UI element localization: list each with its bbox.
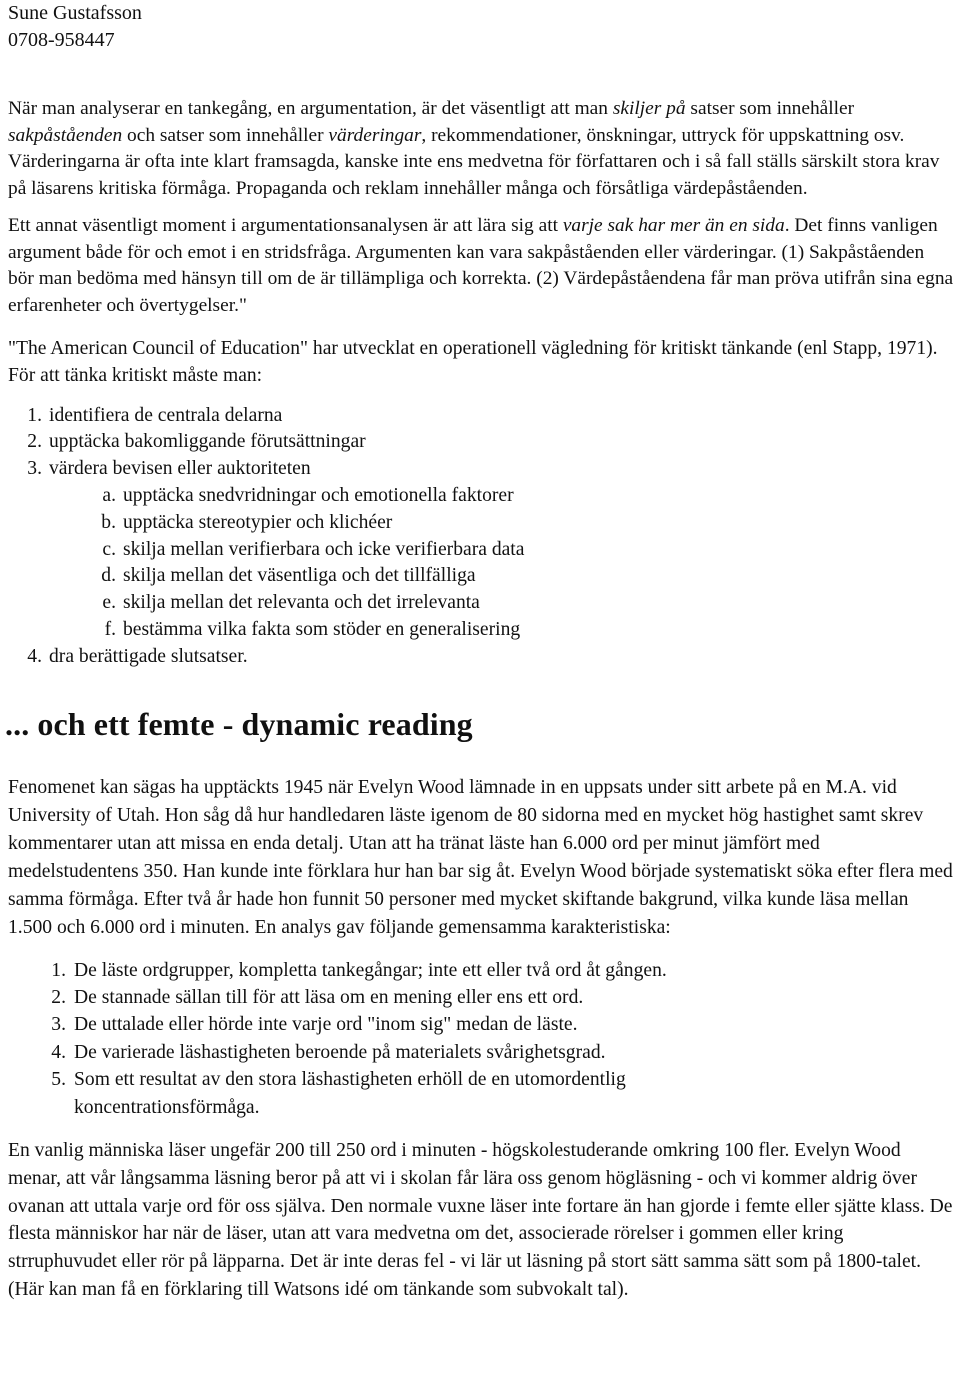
list-marker: 4. xyxy=(51,1041,66,1063)
paragraph-evelyn-wood: Fenomenet kan sägas ha upptäckts 1945 när Evelyn Wood lämnade in en uppsats under sitt arbete på en M.A. vid University of Utah. Hon såg då hur handledaren läste igenom de 80 sidorna med en mycket hög hastighet samt skrev kommentarer utan att missa en enda detalj. Utan att ha tränat läste han 6.000 ord per minut jämfört med medelstudentens 350. Han kunde inte förklara hur han bar sig åt. Evelyn Wood började systematiskt söka efter flera med samma förmåga. Efter två år hade hon funnit 50 personer med mycket skiftande bakgrund, vilka kunde läsa mellan 1.500 och 6.000 ord i minuten. En analys gav följande gemensamma karakteristiska: xyxy=(8,776,953,938)
list-item xyxy=(8,456,954,483)
list-marker: 1. xyxy=(27,404,42,426)
author-block xyxy=(8,0,954,54)
paragraph-american-council: "The American Council of Education" har utvecklat en operationell vägledning för kritiskt tänkande (enl Stapp, 1971). För att tänka kritiskt måste man: xyxy=(8,338,938,386)
list-marker: a. xyxy=(102,484,116,506)
list-item-text: värdera bevisen eller auktoriteten xyxy=(49,458,311,480)
text-run: satser som innehåller xyxy=(685,98,855,119)
text-run: När man analyserar en tankegång, en argumentation, är det väsentligt att man xyxy=(8,98,613,119)
list-marker: 5. xyxy=(51,1069,66,1091)
text-run: Ett annat väsentligt moment i argumentationsanalysen är att lära sig att xyxy=(8,215,563,236)
reader-traits-list xyxy=(8,957,954,1121)
list-marker: 3. xyxy=(27,458,42,480)
list-marker: 2. xyxy=(27,431,42,453)
list-marker: e. xyxy=(102,592,116,614)
list-subitem xyxy=(8,563,954,590)
list-item xyxy=(8,1039,954,1066)
list-marker: d. xyxy=(101,565,116,587)
emphasis: värderingar xyxy=(328,124,422,146)
list-item xyxy=(8,403,954,430)
list-item xyxy=(8,957,954,984)
text-run: , rekommendationer, önskningar, uttryck för uppskattning osv. Värderingarna är ofta inte klart framsagda, kanske inte ens medvetna för författaren och i så fall ställs särskilt stora krav på läsarens kritiska förmåga. Propaganda och reklam innehåller många och försåtliga värdepåståenden. xyxy=(8,124,940,199)
list-subitem xyxy=(8,510,954,537)
list-item-text: upptäcka stereotypier och klichéer xyxy=(123,511,393,533)
list-marker: 2. xyxy=(51,986,66,1008)
list-item-text: upptäcka bakomliggande förutsättningar xyxy=(49,431,366,453)
text-run: . Det finns vanligen argument både för och emot i en stridsfråga. Argumenten kan vara sakpåståenden eller värderingar. (1) Sakpåståenden bör man bedöma med hänsyn till om de är tillämpliga och korrekta. (2) Värdepåståendena får man pröva utifrån sina egna erfarenheter och övertygelser." xyxy=(8,215,954,316)
list-marker: b. xyxy=(101,511,116,533)
list-subitem xyxy=(8,617,954,644)
author-phone: 0708-958447 xyxy=(8,29,115,51)
emphasis: varje sak har mer än en sida xyxy=(562,215,785,236)
list-item-text: upptäcka snedvridningar och emotionella faktorer xyxy=(123,484,514,506)
list-subitem xyxy=(8,590,954,617)
list-item xyxy=(8,984,954,1011)
text-run: och satser som innehåller xyxy=(122,124,329,146)
list-item-text: dra berättigade slutsatser. xyxy=(49,645,248,667)
list-item xyxy=(8,644,954,671)
list-marker: c. xyxy=(102,538,116,560)
list-item-text: identifiera de centrala delarna xyxy=(49,404,283,426)
section-heading: ... och ett femte - dynamic reading xyxy=(5,705,473,742)
list-marker: 4. xyxy=(27,645,42,667)
list-subitem xyxy=(8,483,954,510)
list-item xyxy=(8,1011,954,1038)
list-item-text: bestämma vilka fakta som stöder en generalisering xyxy=(123,618,521,640)
list-item-text: De uttalade eller hörde inte varje ord "inom sig" medan de läste. xyxy=(74,1014,578,1036)
author-name: Sune Gustafsson xyxy=(8,2,142,24)
list-item xyxy=(8,1066,954,1121)
list-item-text: skilja mellan det relevanta och det irrelevanta xyxy=(123,592,480,614)
list-item-text: skilja mellan det väsentliga och det tillfälliga xyxy=(123,565,476,587)
list-marker: f. xyxy=(104,618,116,640)
list-item xyxy=(8,429,954,456)
list-item-text: De varierade läshastigheten beroende på materialets svårighetsgrad. xyxy=(74,1041,606,1063)
critical-thinking-list xyxy=(8,403,954,671)
list-marker: 1. xyxy=(51,959,66,981)
list-subitem xyxy=(8,537,954,564)
emphasis: skiljer på xyxy=(612,98,686,119)
list-item-text: De stannade sällan till för att läsa om en mening eller ens ett ord. xyxy=(74,986,584,1008)
list-marker: 3. xyxy=(51,1014,66,1036)
emphasis: sakpåståenden xyxy=(8,124,123,146)
paragraph-two-sides xyxy=(8,213,954,319)
list-item-text: De läste ordgrupper, kompletta tankegångar; inte ett eller två ord åt gången. xyxy=(74,959,667,981)
paragraph-reading-speed: En vanlig människa läser ungefär 200 till 250 ord i minuten - högskolestuderande omkring 100 fler. Evelyn Wood menar, att vår långsamma läsning beror på att vi i skolan får lära oss genom högläsning - och vi kommer aldrig över ovanan att uttala varje ord för oss själva. Den normale vuxne läser inte fortare än han gjorde i femte eller sjätte klass. De flesta människor har när de läser, utan att vara medvetna om det, associerade rörelser i gommen eller kring strruphuvudet eller rör på läpparna. Det är inte deras fel - vi lär ut läsning på stort sätt samma sätt som på 1800-talet. (Här kan man få en förklaring till Watsons idé om tänkande som subvokalt tal). xyxy=(8,1140,953,1300)
list-item-text: skilja mellan verifierbara och icke verifierbara data xyxy=(123,538,525,560)
paragraph-value-statements xyxy=(8,96,954,202)
list-item-text: Som ett resultat av den stora läshastigheten erhöll de en utomordentlig koncentrationsförmåga. xyxy=(74,1069,626,1118)
